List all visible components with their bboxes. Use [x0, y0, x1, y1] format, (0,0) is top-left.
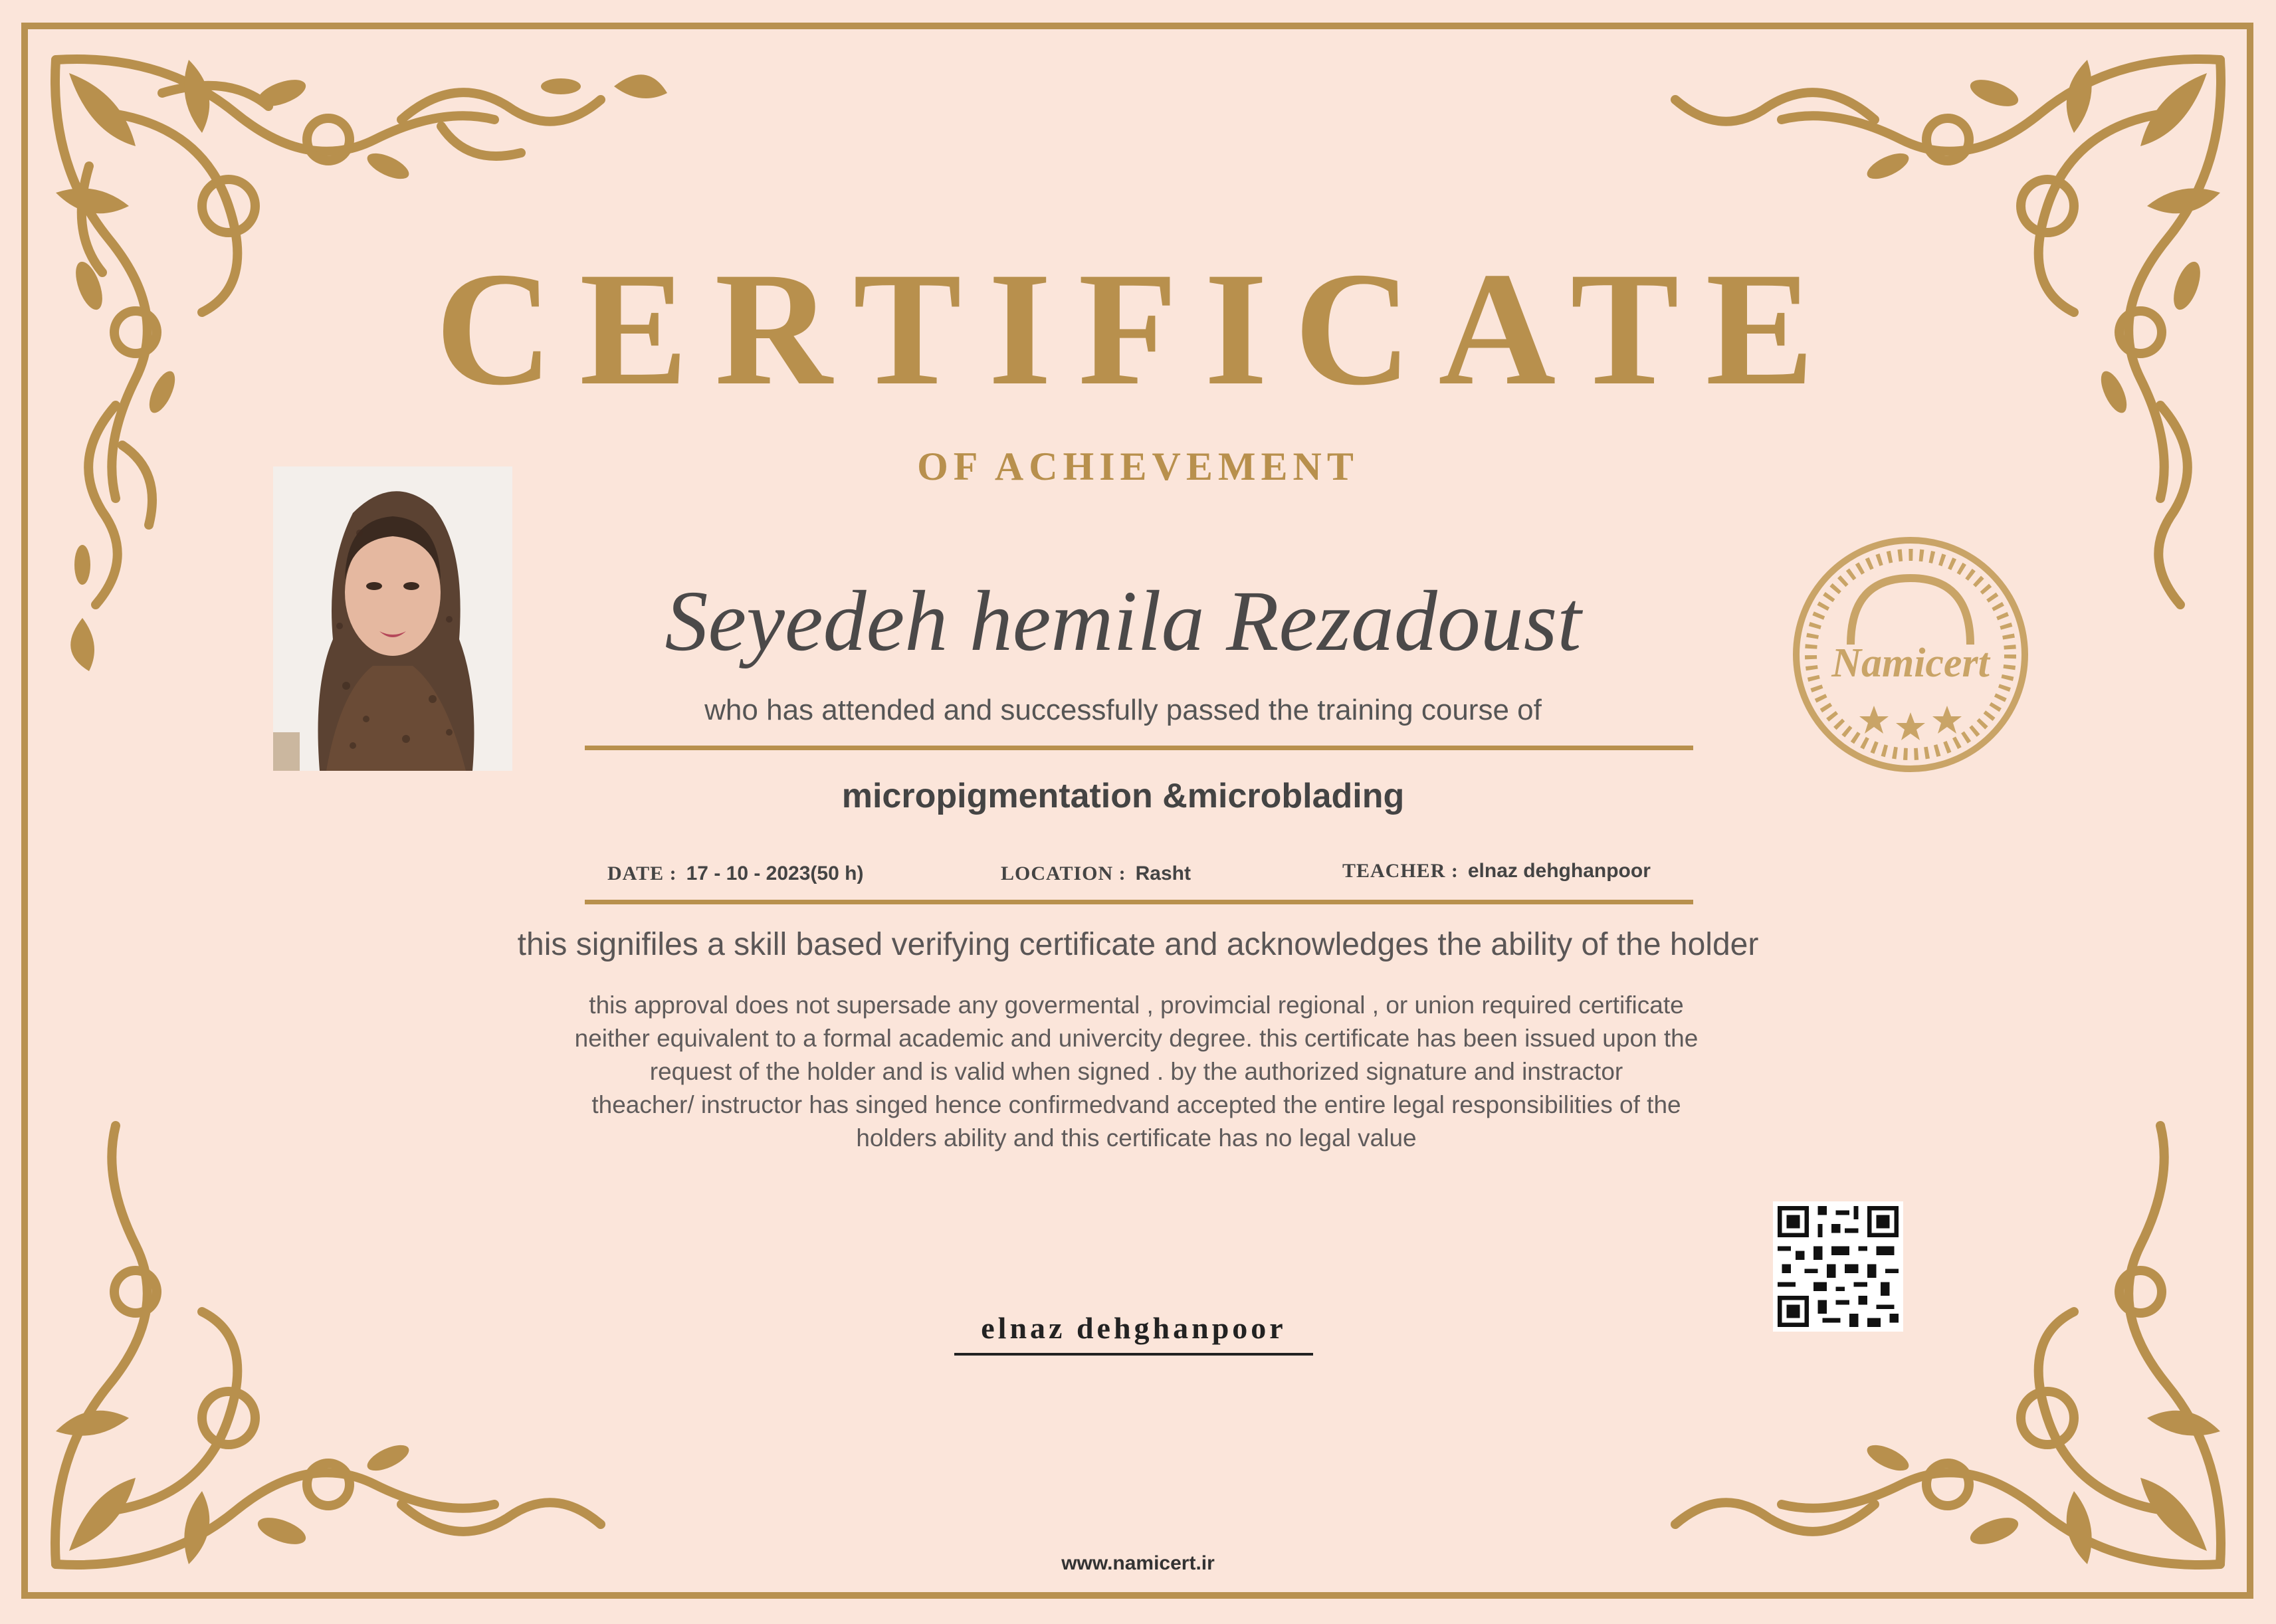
- approval-paragraph: [505, 989, 1768, 1155]
- date-value: 17 - 10 - 2023(50 h): [686, 863, 864, 884]
- location-label: LOCATION :: [1001, 863, 1126, 884]
- approval-line: this approval does not supersade any govermental , provimcial regional , or union required certificate: [589, 991, 1684, 1019]
- approval-line: neither equivalent to a formal academic and univercity degree. this certificate has been issued upon the: [574, 1025, 1699, 1052]
- recipient-name: Seyedeh hemila Rezadoust: [665, 573, 1582, 669]
- approval-line: holders ability and this certificate has no legal value: [856, 1124, 1417, 1152]
- website-link[interactable]: www.namicert.ir: [1061, 1552, 1215, 1574]
- seal-text: Namicert: [1831, 641, 1990, 686]
- teacher-field: [1342, 860, 1651, 882]
- attended-text: who has attended and successfully passed the training course of: [704, 694, 1542, 726]
- namicert-seal-icon: [1788, 532, 2033, 777]
- qr-code-icon: [1773, 1201, 1903, 1332]
- date-label: DATE :: [607, 863, 677, 884]
- signifies-text: this signifiles a skill based verifying certificate and acknowledges the ability of the holder: [517, 927, 1759, 962]
- approval-line: request of the holder and is valid when signed . by the authorized signature and instractor: [649, 1058, 1623, 1085]
- signature-name: elnaz dehghanpoor: [981, 1311, 1287, 1345]
- course-name: micropigmentation &microblading: [841, 777, 1405, 815]
- approval-line: theacher/ instructor has singed hence confirmedvand accepted the entire legal responsibilities of the: [591, 1091, 1681, 1118]
- location-value: Rasht: [1135, 863, 1191, 884]
- teacher-value: elnaz dehghanpoor: [1467, 860, 1651, 882]
- signature-line: [954, 1353, 1313, 1356]
- certificate-title: CERTIFICATE: [435, 239, 1841, 419]
- divider-line: [585, 900, 1693, 904]
- certificate-subtitle: OF ACHIEVEMENT: [917, 445, 1359, 488]
- teacher-label: TEACHER :: [1342, 860, 1459, 882]
- portrait-photo: [273, 466, 512, 771]
- location-field: [1001, 863, 1191, 885]
- date-field: [607, 863, 863, 885]
- divider-line: [585, 746, 1693, 750]
